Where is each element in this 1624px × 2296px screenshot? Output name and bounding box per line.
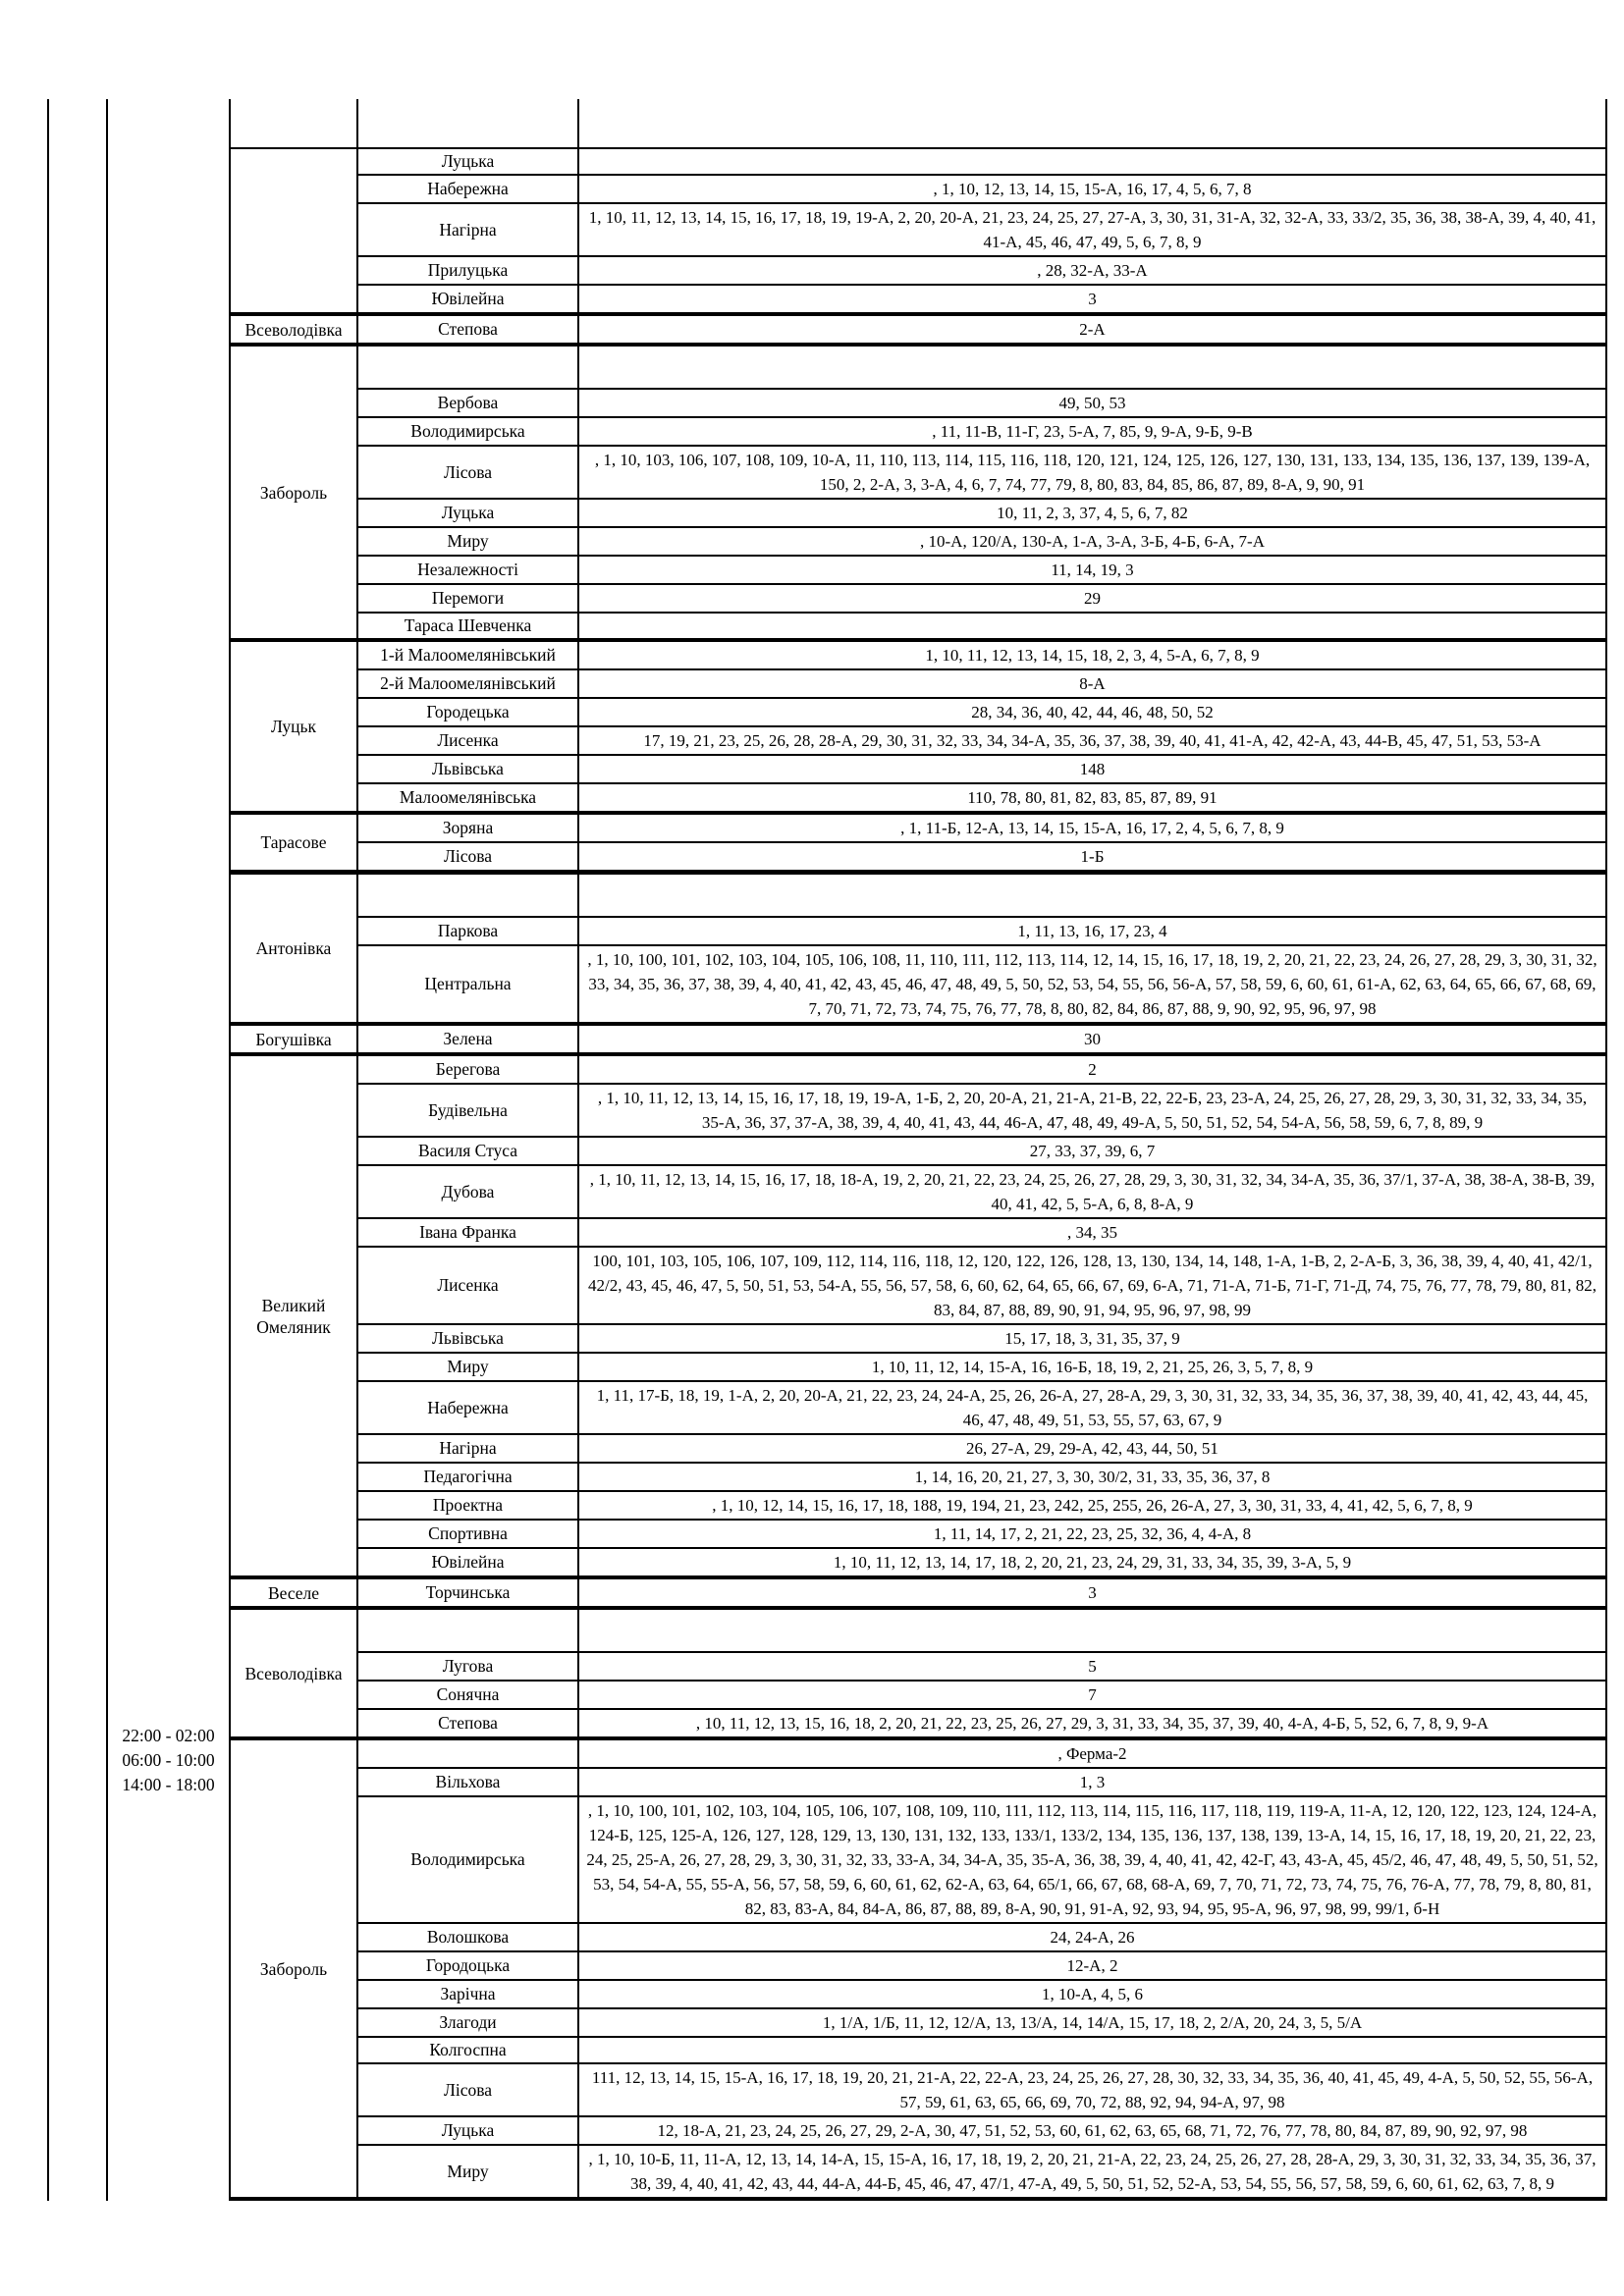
house-numbers-cell: 7 (579, 1682, 1607, 1708)
house-numbers-cell: 1, 10-А, 4, 5, 6 (579, 1981, 1607, 2007)
left-spacer-column (47, 99, 108, 870)
street-cell: Педагогічна (358, 1464, 579, 1490)
house-numbers-cell: 2-А (579, 316, 1607, 343)
street-cell (358, 875, 579, 916)
street-cell: Степова (358, 316, 579, 343)
house-numbers-cell (579, 875, 1607, 916)
settlement-cell: Всеволодівка (231, 1610, 358, 1736)
table-row (358, 782, 1607, 811)
table-row (358, 1579, 1607, 1606)
house-numbers-cell: 17, 19, 21, 23, 25, 26, 28, 28-А, 29, 30, 31, 32, 33, 34, 34-А, 35, 36, 37, 38, 39, 40, 41, 41-А, 42, 42-А, 43, 44-В, 45, 47, 51, 53, 53-А (579, 727, 1607, 754)
house-numbers-cell: 27, 33, 37, 39, 6, 7 (579, 1138, 1607, 1164)
house-numbers-cell: 12, 18-А, 21, 23, 24, 25, 26, 27, 29, 2-А, 30, 47, 51, 52, 53, 60, 61, 62, 63, 65, 68, 71, 72, 76, 77, 78, 80, 84, 87, 89, 90, 92, 97, 98 (579, 2117, 1607, 2144)
table-row (358, 1680, 1607, 1708)
house-numbers-cell: 2 (579, 1056, 1607, 1083)
street-cell: 2-й Малоомелянівський (358, 670, 579, 697)
street-cell: Миру (358, 1354, 579, 1380)
settlement-group (231, 1736, 1607, 2197)
street-cell (358, 347, 579, 388)
table-row (358, 1651, 1607, 1680)
street-cell (358, 1740, 579, 1767)
house-numbers-cell: 100, 101, 103, 105, 106, 107, 109, 112, 114, 116, 118, 12, 120, 122, 126, 128, 13, 130, 134, 14, 148, 1-А, 1-В, 2, 2-А-Б, 3, 36, 38, 39, 4, 40, 41, 42/1, 42/2, 43, 45, 46, 47, 5, 50, 51, 53, 54-А, 55, 56, 57, 58, 6, 60, 62, 64, 65, 66, 67, 69, 6-А, 71, 71-А, 71-Б, 71-Г, 71-Д, 74, 75, 76, 77, 78, 79, 80, 81, 82, 83, 84, 87, 88, 89, 90, 91, 94, 95, 96, 97, 98, 99 (579, 1248, 1607, 1323)
street-cell: Лисенка (358, 727, 579, 754)
house-numbers-cell (579, 1610, 1607, 1651)
street-rows (358, 1579, 1607, 1606)
cut-values-stub (579, 99, 1607, 147)
house-numbers-cell: 1-Б (579, 843, 1607, 870)
table-row (358, 526, 1607, 555)
table-row (358, 725, 1607, 754)
street-cell: 1-й Малоомелянівський (358, 642, 579, 668)
table-row (358, 697, 1607, 725)
table-row (358, 1246, 1607, 1323)
settlement-cell: Веселе (231, 1579, 358, 1606)
street-cell: Прилуцька (358, 257, 579, 284)
house-numbers-cell: 1, 10, 11, 12, 14, 15-А, 16, 16-Б, 18, 19, 2, 21, 25, 26, 3, 5, 7, 8, 9 (579, 1354, 1607, 1380)
table-row (358, 416, 1607, 445)
table-row (358, 1490, 1607, 1519)
table-row (358, 149, 1607, 174)
table-row (358, 1380, 1607, 1433)
street-rows (358, 347, 1607, 638)
street-cell: Степова (358, 1710, 579, 1736)
house-numbers-cell: , 1, 10, 12, 13, 14, 15, 15-А, 16, 17, 4, 5, 6, 7, 8 (579, 176, 1607, 202)
street-cell: Торчинська (358, 1579, 579, 1606)
house-numbers-cell: 24, 24-А, 26 (579, 1924, 1607, 1950)
house-numbers-cell: 5 (579, 1653, 1607, 1680)
house-numbers-cell (579, 149, 1607, 174)
table-row (358, 388, 1607, 416)
street-cell: Миру (358, 528, 579, 555)
street-cell: Центральна (358, 946, 579, 1022)
table-body (231, 99, 1607, 870)
table-row (358, 2007, 1607, 2036)
table-row (358, 1922, 1607, 1950)
house-numbers-cell: 1, 1/А, 1/Б, 11, 12, 12/А, 13, 13/А, 14, 14/А, 15, 17, 18, 2, 2/А, 20, 24, 3, 5, 5/А (579, 2009, 1607, 2036)
table-row (358, 1950, 1607, 1979)
table-row (358, 174, 1607, 202)
street-cell: Перемоги (358, 585, 579, 612)
table-row (358, 612, 1607, 638)
street-rows (358, 1740, 1607, 2197)
street-cell: Сонячна (358, 1682, 579, 1708)
cut-off-row (231, 99, 1607, 147)
table-body (231, 870, 1607, 2201)
table-row (358, 445, 1607, 498)
table-row (358, 2144, 1607, 2197)
street-cell: Лисенка (358, 1248, 579, 1323)
street-cell: Дубова (358, 1166, 579, 1217)
settlement-group (231, 312, 1607, 343)
table-row (358, 284, 1607, 312)
house-numbers-cell: 148 (579, 756, 1607, 782)
house-numbers-cell: 26, 27-А, 29, 29-А, 42, 43, 44, 50, 51 (579, 1435, 1607, 1462)
settlement-group (231, 1575, 1607, 1606)
street-cell: Городоцька (358, 1952, 579, 1979)
table-row (358, 841, 1607, 870)
street-cell: Львівська (358, 1325, 579, 1352)
table-row (358, 1026, 1607, 1052)
house-numbers-cell: 28, 34, 36, 40, 42, 44, 46, 48, 50, 52 (579, 699, 1607, 725)
street-cell: Спортивна (358, 1521, 579, 1547)
street-cell: Набережна (358, 176, 579, 202)
house-numbers-cell: 12-А, 2 (579, 1952, 1607, 1979)
settlement-group (231, 875, 1607, 1022)
house-numbers-cell: 1, 14, 16, 20, 21, 27, 3, 30, 30/2, 31, 33, 35, 36, 37, 8 (579, 1464, 1607, 1490)
house-numbers-cell: , 1, 11-Б, 12-А, 13, 14, 15, 15-А, 16, 17, 2, 4, 5, 6, 7, 8, 9 (579, 815, 1607, 841)
table-row (358, 815, 1607, 841)
street-cell: Берегова (358, 1056, 579, 1083)
house-numbers-cell: 11, 14, 19, 3 (579, 557, 1607, 583)
street-cell: Тараса Шевченка (358, 614, 579, 638)
street-cell: Будівельна (358, 1085, 579, 1136)
house-numbers-cell: 1, 11, 13, 16, 17, 23, 4 (579, 918, 1607, 944)
table-row (358, 255, 1607, 284)
settlement-cell: Великий Омеляник (231, 1056, 358, 1575)
settlement-group (231, 147, 1607, 312)
table-row (358, 875, 1607, 916)
street-cell: Ювілейна (358, 1549, 579, 1575)
house-numbers-cell: 8-А (579, 670, 1607, 697)
settlement-group (231, 1022, 1607, 1052)
house-numbers-cell: , 1, 10, 11, 12, 13, 14, 15, 16, 17, 18, 19, 19-А, 1-Б, 2, 20, 20-А, 21, 21-А, 21-В, 22, 22-Б, 23, 23-А, 24, 25, 26, 27, 28, 29, 3, 30, 31, 32, 33, 34, 35, 35-А, 36, 37, 37-А, 38, 39, 4, 40, 41, 43, 44, 46-А, 47, 48, 49, 49-А, 5, 50, 51, 52, 54, 54-А, 56, 58, 59, 6, 7, 8, 89, 9 (579, 1085, 1607, 1136)
street-cell: Володимирська (358, 1797, 579, 1922)
settlement-group (231, 811, 1607, 870)
time-slot-cell (108, 870, 231, 2201)
street-cell: Луцька (358, 149, 579, 174)
table-row (358, 2062, 1607, 2115)
time-slot-line: 22:00 - 02:00 (122, 1726, 215, 1745)
settlement-cell: Забороль (231, 1740, 358, 2197)
table-row (358, 1462, 1607, 1490)
settlement-cell: Луцьк (231, 642, 358, 811)
street-cell: Лісова (358, 447, 579, 498)
settlement-group (231, 343, 1607, 638)
time-slot-cell (108, 99, 231, 870)
house-numbers-cell: , 1, 10, 12, 14, 15, 16, 17, 18, 188, 19, 194, 21, 23, 242, 25, 255, 26, 26-А, 27, 3, 30, 31, 33, 4, 41, 42, 5, 6, 7, 8, 9 (579, 1492, 1607, 1519)
table-row (358, 1164, 1607, 1217)
house-numbers-cell: 1, 11, 14, 17, 2, 21, 22, 23, 25, 32, 36, 4, 4-А, 8 (579, 1521, 1607, 1547)
settlement-cell: Антонівка (231, 875, 358, 1022)
street-rows (358, 642, 1607, 811)
house-numbers-cell (579, 2038, 1607, 2062)
house-numbers-cell: 1, 10, 11, 12, 13, 14, 17, 18, 2, 20, 21, 23, 24, 29, 31, 33, 34, 35, 39, 3-А, 5, 9 (579, 1549, 1607, 1575)
street-rows (358, 1056, 1607, 1575)
street-cell: Волошкова (358, 1924, 579, 1950)
table-row (358, 1547, 1607, 1575)
street-cell: Зарічна (358, 1981, 579, 2007)
table-row (358, 2115, 1607, 2144)
cut-street-stub (358, 99, 579, 147)
street-cell: Паркова (358, 918, 579, 944)
street-cell: Ювілейна (358, 286, 579, 312)
house-numbers-cell: , 1, 10, 100, 101, 102, 103, 104, 105, 106, 107, 108, 109, 110, 111, 112, 113, 114, 115, 116, 117, 118, 119, 119-А, 11-А, 12, 120, 122, 123, 124, 124-А, 124-Б, 125, 125-А, 126, 127, 128, 129, 13, 130, 131, 132, 133, 133/1, 133/2, 134, 135, 136, 137, 138, 139, 13-А, 14, 15, 16, 17, 18, 19, 20, 21, 22, 23, 24, 25, 25-А, 26, 27, 28, 29, 3, 30, 31, 32, 33, 33-А, 34, 34-А, 35, 35-А, 36, 38, 39, 4, 40, 41, 42, 42-Г, 43, 43-А, 45, 45/2, 46, 47, 48, 49, 5, 50, 51, 52, 53, 54, 54-А, 55, 55-А, 56, 57, 58, 59, 6, 60, 61, 62, 62-А, 63, 64, 65/1, 66, 67, 68, 68-А, 69, 7, 70, 71, 72, 73, 74, 75, 76, 76-А, 77, 78, 79, 8, 80, 81, 82, 83, 83-А, 84, 84-А, 86, 87, 88, 89, 8-А, 90, 91, 91-А, 92, 93, 94, 95, 95-А, 96, 97, 98, 99, 99/1, б-Н (579, 1797, 1607, 1922)
street-rows (358, 875, 1607, 1022)
street-cell: Львівська (358, 756, 579, 782)
house-numbers-cell: 29 (579, 585, 1607, 612)
street-cell: Зоряна (358, 815, 579, 841)
table-row (358, 555, 1607, 583)
street-cell (358, 1610, 579, 1651)
table-row (358, 583, 1607, 612)
table-row (358, 316, 1607, 343)
street-cell: Івана Франка (358, 1219, 579, 1246)
street-cell: Луцька (358, 500, 579, 526)
house-numbers-cell: 3 (579, 1579, 1607, 1606)
settlement-group (231, 1606, 1607, 1736)
table-row (358, 1708, 1607, 1736)
table-row (358, 1433, 1607, 1462)
house-numbers-cell: 49, 50, 53 (579, 390, 1607, 416)
street-cell: Миру (358, 2146, 579, 2197)
table-row (358, 754, 1607, 782)
schedule-table (47, 870, 1607, 2201)
house-numbers-cell: , 1, 10, 103, 106, 107, 108, 109, 10-А, 11, 110, 113, 114, 115, 116, 118, 120, 121, 124, 125, 126, 127, 130, 131, 133, 134, 135, 136, 137, 139, 139-А, 150, 2, 2-А, 3, 3-А, 4, 6, 7, 74, 77, 79, 8, 80, 83, 84, 85, 86, 87, 89, 8-А, 9, 90, 91 (579, 447, 1607, 498)
house-numbers-cell: 1, 10, 11, 12, 13, 14, 15, 18, 2, 3, 4, 5-А, 6, 7, 8, 9 (579, 642, 1607, 668)
schedule-table (47, 99, 1607, 870)
street-rows (358, 1610, 1607, 1736)
house-numbers-cell (579, 347, 1607, 388)
street-rows (358, 815, 1607, 870)
schedule-sheet (47, 99, 1607, 2201)
street-cell: Колгоспна (358, 2038, 579, 2062)
table-row (358, 1795, 1607, 1922)
street-cell: Злагоди (358, 2009, 579, 2036)
street-cell: Проектна (358, 1492, 579, 1519)
house-numbers-cell: , 10-А, 120/А, 130-А, 1-А, 3-А, 3-Б, 4-Б, 6-А, 7-А (579, 528, 1607, 555)
settlement-cell: Богушівка (231, 1026, 358, 1052)
house-numbers-cell: , 28, 32-А, 33-А (579, 257, 1607, 284)
table-row (358, 1323, 1607, 1352)
settlement-cell: Тарасове (231, 815, 358, 870)
time-slot-line: 14:00 - 18:00 (122, 1775, 215, 1794)
table-row (358, 498, 1607, 526)
house-numbers-cell: 111, 12, 13, 14, 15, 15-А, 16, 17, 18, 19, 20, 21, 21-А, 22, 22-А, 23, 24, 25, 26, 27, 28, 30, 32, 33, 34, 35, 36, 40, 41, 45, 49, 4-А, 5, 50, 52, 55, 56-А, 57, 59, 61, 63, 65, 66, 69, 70, 72, 88, 92, 94, 94-А, 97, 98 (579, 2064, 1607, 2115)
house-numbers-cell: 15, 17, 18, 3, 31, 35, 37, 9 (579, 1325, 1607, 1352)
settlement-cell: Всеволодівка (231, 316, 358, 343)
house-numbers-cell: 1, 3 (579, 1769, 1607, 1795)
table-row (358, 1519, 1607, 1547)
street-cell: Василя Стуса (358, 1138, 579, 1164)
street-cell: Вербова (358, 390, 579, 416)
street-cell: Набережна (358, 1382, 579, 1433)
street-cell: Вільхова (358, 1769, 579, 1795)
left-spacer-column (47, 870, 108, 2201)
table-row (358, 1740, 1607, 1767)
house-numbers-cell: , 34, 35 (579, 1219, 1607, 1246)
time-slot-line: 06:00 - 10:00 (122, 1750, 215, 1770)
table-row (358, 202, 1607, 255)
table-row (358, 1767, 1607, 1795)
street-rows (358, 316, 1607, 343)
table-row (358, 1217, 1607, 1246)
table-row (358, 642, 1607, 668)
street-rows (358, 1026, 1607, 1052)
table-row (358, 1083, 1607, 1136)
street-cell: Малоомелянівська (358, 784, 579, 811)
table-row (358, 1056, 1607, 1083)
street-cell: Зелена (358, 1026, 579, 1052)
settlement-cell (231, 149, 358, 312)
time-slot-label (108, 1724, 229, 1797)
street-cell: Нагірна (358, 1435, 579, 1462)
house-numbers-cell: , 10, 11, 12, 13, 15, 16, 18, 2, 20, 21, 22, 23, 25, 26, 27, 29, 3, 31, 33, 34, 35, 37, 39, 40, 4-А, 4-Б, 5, 52, 6, 7, 8, 9, 9-А (579, 1710, 1607, 1736)
house-numbers-cell: , Ферма-2 (579, 1740, 1607, 1767)
settlement-group (231, 638, 1607, 811)
house-numbers-cell: , 1, 10, 11, 12, 13, 14, 15, 16, 17, 18, 18-А, 19, 2, 20, 21, 22, 23, 24, 25, 26, 27, 28, 29, 3, 30, 31, 32, 34, 34-А, 35, 36, 37/1, 37-А, 38, 38-А, 38-В, 39, 40, 41, 42, 5, 5-А, 6, 8, 8-А, 9 (579, 1166, 1607, 1217)
table-row (358, 2036, 1607, 2062)
cut-settlement-stub (231, 99, 358, 147)
house-numbers-cell: 10, 11, 2, 3, 37, 4, 5, 6, 7, 82 (579, 500, 1607, 526)
table-row (358, 1136, 1607, 1164)
house-numbers-cell: 30 (579, 1026, 1607, 1052)
table-row (358, 347, 1607, 388)
house-numbers-cell: 1, 11, 17-Б, 18, 19, 1-А, 2, 20, 20-А, 21, 22, 23, 24, 24-А, 25, 26, 26-А, 27, 28-А, 29, 3, 30, 31, 32, 33, 34, 35, 36, 37, 38, 39, 40, 41, 42, 43, 44, 45, 46, 47, 48, 49, 51, 53, 55, 57, 63, 67, 9 (579, 1382, 1607, 1433)
house-numbers-cell: 110, 78, 80, 81, 82, 83, 85, 87, 89, 91 (579, 784, 1607, 811)
house-numbers-cell: , 1, 10, 100, 101, 102, 103, 104, 105, 106, 108, 11, 110, 111, 112, 113, 114, 12, 14, 15, 16, 17, 18, 19, 2, 20, 21, 22, 23, 24, 26, 27, 28, 29, 3, 30, 31, 32, 33, 34, 35, 36, 37, 38, 39, 4, 40, 41, 42, 43, 45, 46, 47, 48, 49, 5, 50, 52, 53, 54, 55, 56, 56-А, 57, 58, 59, 6, 60, 61, 61-А, 62, 63, 64, 65, 66, 67, 68, 69, 7, 70, 71, 72, 73, 74, 75, 76, 77, 78, 8, 80, 82, 84, 86, 87, 88, 9, 90, 92, 95, 96, 97, 98 (579, 946, 1607, 1022)
settlement-cell: Забороль (231, 347, 358, 638)
street-rows (358, 149, 1607, 312)
street-cell: Незалежності (358, 557, 579, 583)
table-row (358, 916, 1607, 944)
street-cell: Лісова (358, 2064, 579, 2115)
street-cell: Володимирська (358, 418, 579, 445)
house-numbers-cell: 3 (579, 286, 1607, 312)
settlement-group (231, 1052, 1607, 1575)
table-row (358, 668, 1607, 697)
house-numbers-cell: 1, 10, 11, 12, 13, 14, 15, 16, 17, 18, 19, 19-А, 2, 20, 20-А, 21, 23, 24, 25, 27, 27-А, 3, 30, 31, 31-А, 32, 32-А, 33, 33/2, 35, 36, 38, 38-А, 39, 4, 40, 41, 41-А, 45, 46, 47, 49, 5, 6, 7, 8, 9 (579, 204, 1607, 255)
street-cell: Лугова (358, 1653, 579, 1680)
table-row (358, 1610, 1607, 1651)
house-numbers-cell: , 1, 10, 10-Б, 11, 11-А, 12, 13, 14, 14-А, 15, 15-А, 16, 17, 18, 19, 2, 20, 21, 21-А, 22, 23, 24, 25, 26, 27, 28, 28-А, 29, 3, 30, 31, 32, 33, 34, 35, 36, 37, 38, 39, 4, 40, 41, 42, 43, 44, 44-А, 44-Б, 45, 46, 47, 47/1, 47-А, 49, 5, 50, 51, 52, 52-А, 53, 54, 55, 56, 57, 58, 59, 6, 60, 61, 62, 63, 7, 8, 9 (579, 2146, 1607, 2197)
house-numbers-cell: , 11, 11-В, 11-Г, 23, 5-А, 7, 85, 9, 9-А, 9-Б, 9-В (579, 418, 1607, 445)
house-numbers-cell (579, 614, 1607, 638)
table-row (358, 1979, 1607, 2007)
street-cell: Нагірна (358, 204, 579, 255)
street-cell: Луцька (358, 2117, 579, 2144)
table-row (358, 944, 1607, 1022)
street-cell: Лісова (358, 843, 579, 870)
table-row (358, 1352, 1607, 1380)
street-cell: Городецька (358, 699, 579, 725)
